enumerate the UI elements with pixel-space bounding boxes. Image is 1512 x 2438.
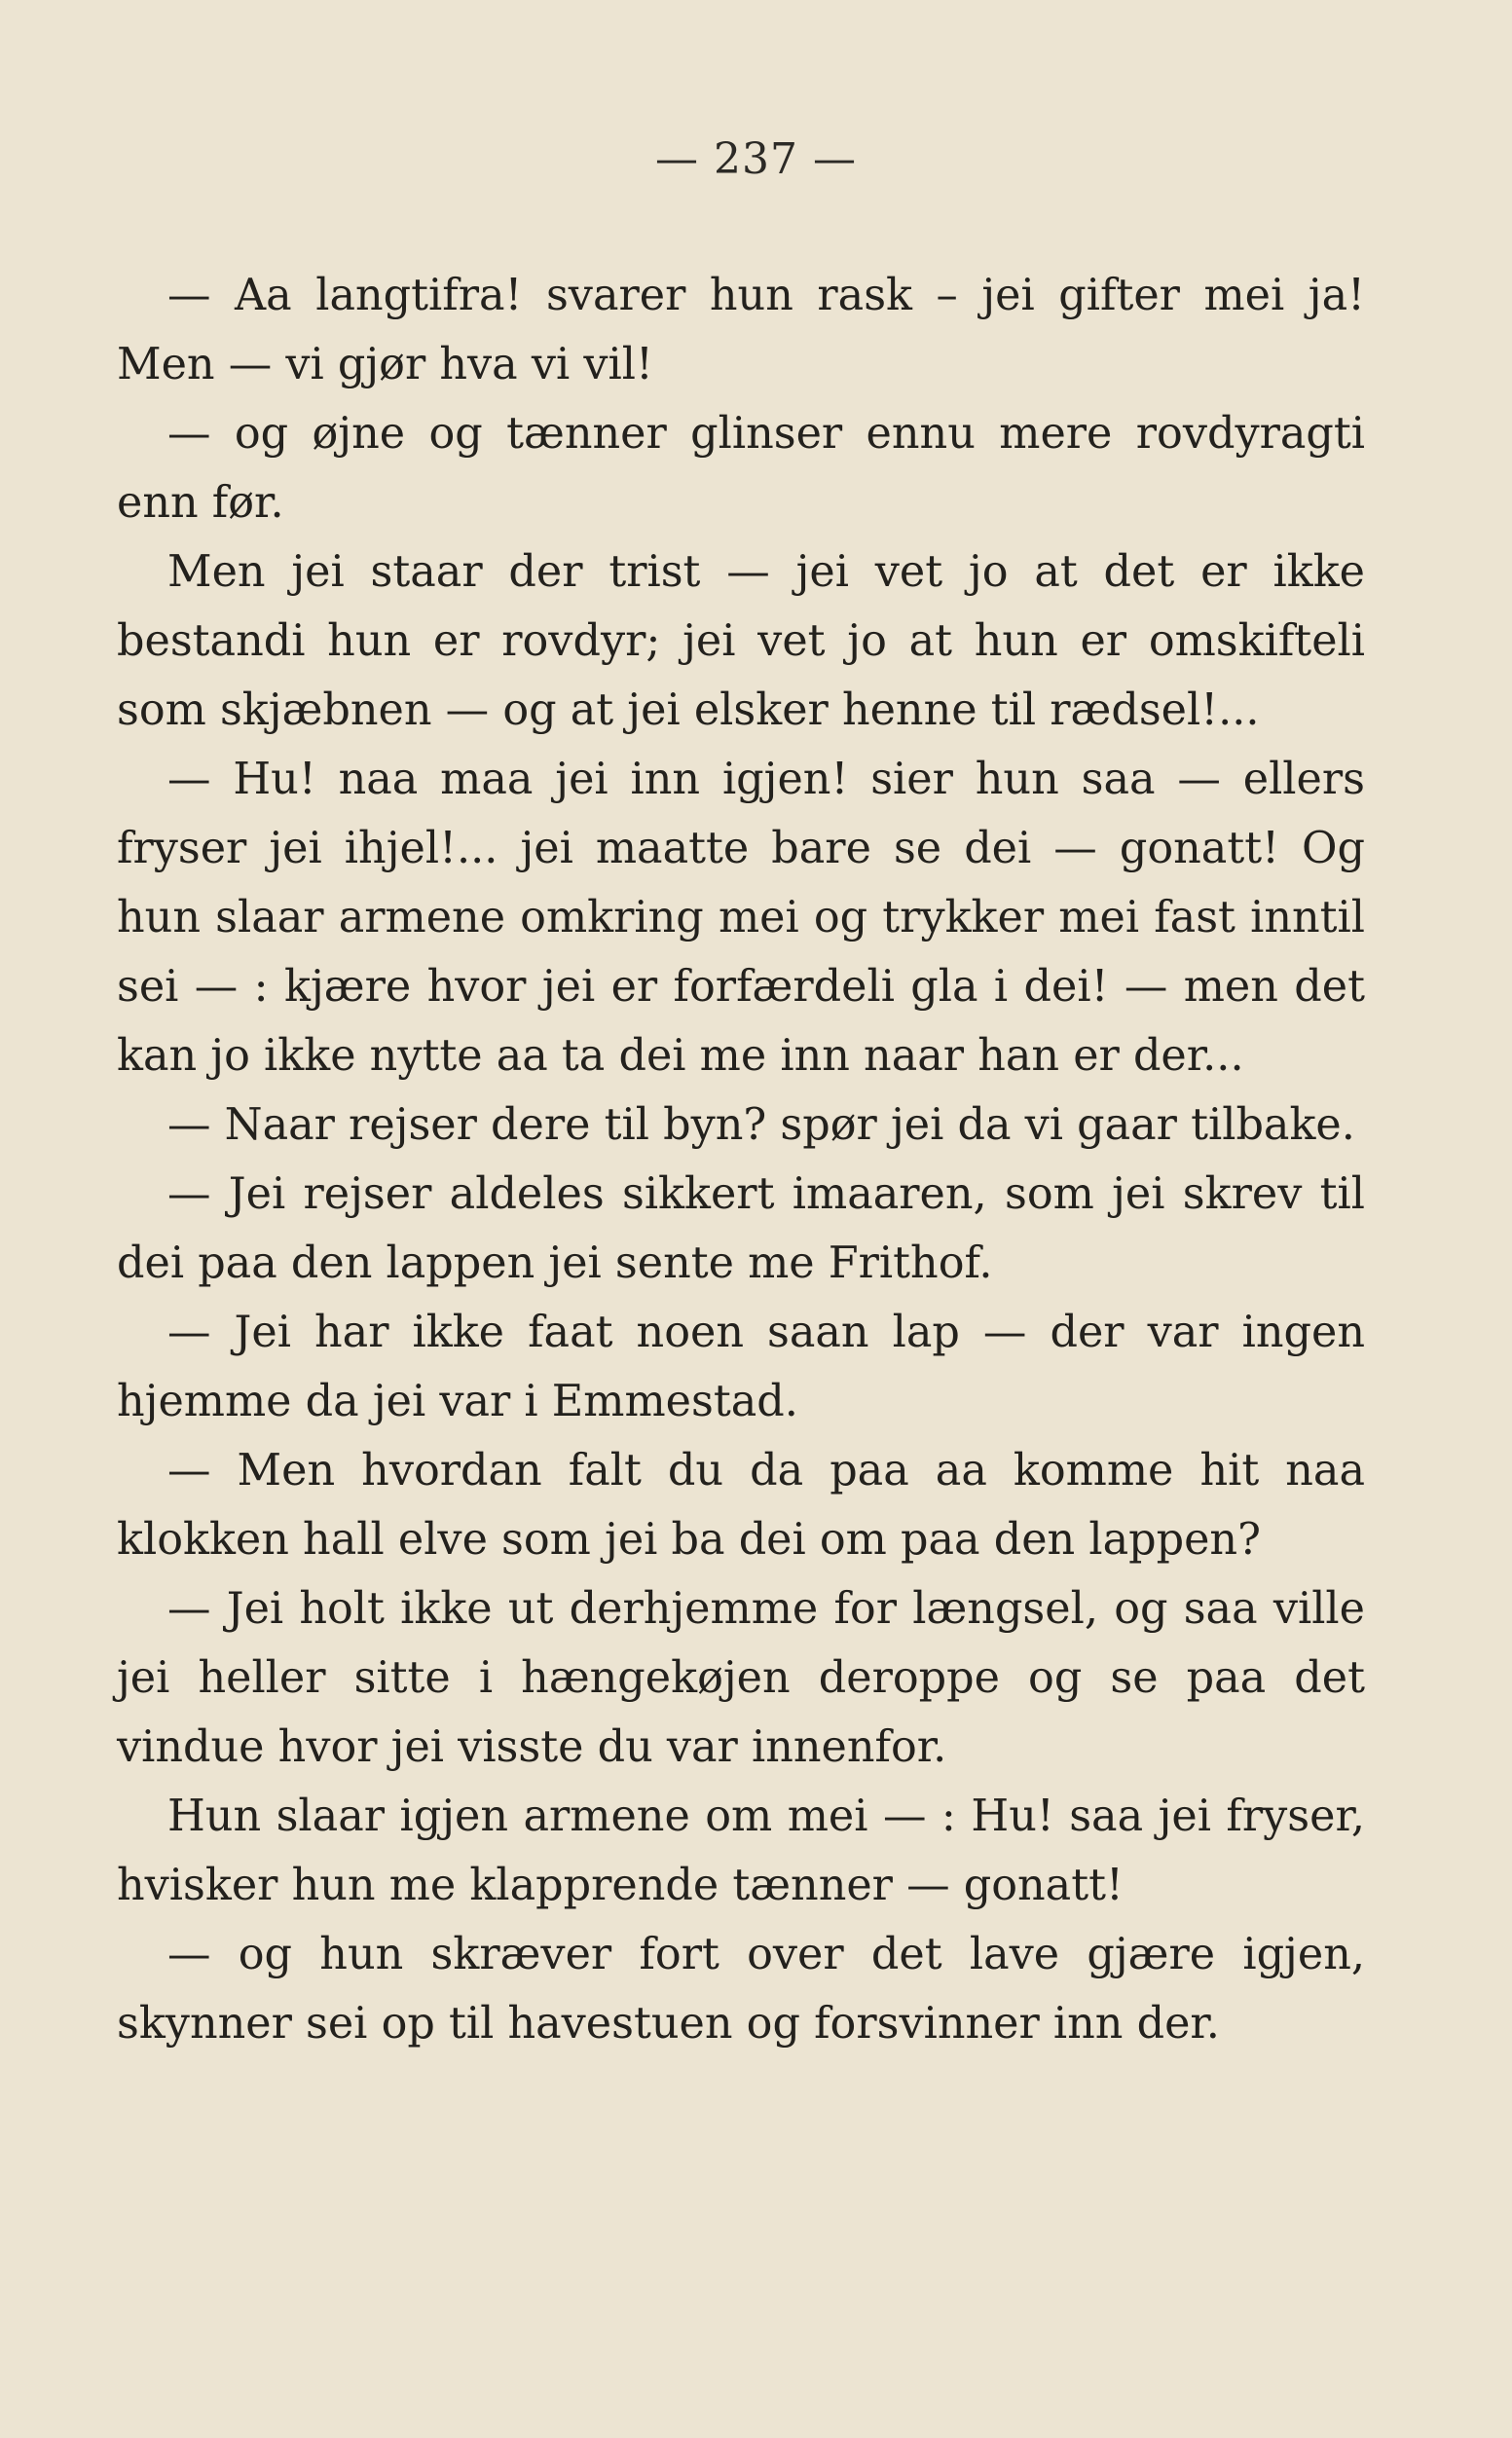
body-text [117, 261, 1365, 2058]
paragraph-7: — Jei har ikke faat noen saan lap — der var ingen hjemme da jei var i Emmestad. [117, 1308, 1365, 1426]
paragraph-10: Hun slaar igjen armene om mei — : Hu! saa jei fryser, hvisker hun me klapprende tænner — gonatt! [117, 1792, 1365, 1910]
paragraph-3: Men jei staar der trist — jei vet jo at det er ikke bestandi hun er rovdyr; jei vet jo at hun er omskifteli som skjæbnen — og at jei elsker henne til rædsel!... [117, 547, 1365, 735]
page-number: — 237 — [655, 134, 857, 184]
paragraph-6: — Jei rejser aldeles sikkert imaaren, som jei skrev til dei paa den lappen jei sente me Frithof. [117, 1169, 1365, 1288]
paragraph-2: — og øjne og tænner glinser ennu mere rovdyragti enn før. [117, 409, 1365, 528]
paragraph-5: — Naar rejser dere til byn? spør jei da vi gaar tilbake. [167, 1100, 1355, 1150]
paragraph-8: — Men hvordan falt du da paa aa komme hit naa klokken hall elve som jei ba dei om paa den lappen? [117, 1446, 1365, 1565]
paragraph-4: — Hu! naa maa jei inn igjen! sier hun saa — ellers fryser jei ihjel!... jei maatte bare se dei — gonatt! Og hun slaar armene omkring mei og trykker mei fast inntil sei — : kjære hvor jei er forfærdeli gla i dei! — men det kan jo ikke nytte aa ta dei me inn naar han er der... [117, 755, 1365, 1081]
paragraph-9: — Jei holt ikke ut derhjemme for længsel, og saa ville jei heller sitte i hængekøjen deroppe og se paa det vindue hvor jei visste du var innenfor. [117, 1584, 1365, 1772]
paragraph-1: — Aa langtifra! svarer hun rask – jei gifter mei ja! Men — vi gjør hva vi vil! [117, 271, 1365, 389]
paragraph-11: — og hun skræver fort over det lave gjære igjen, skynner sei op til havestuen og forsvinner inn der. [117, 1930, 1365, 2049]
